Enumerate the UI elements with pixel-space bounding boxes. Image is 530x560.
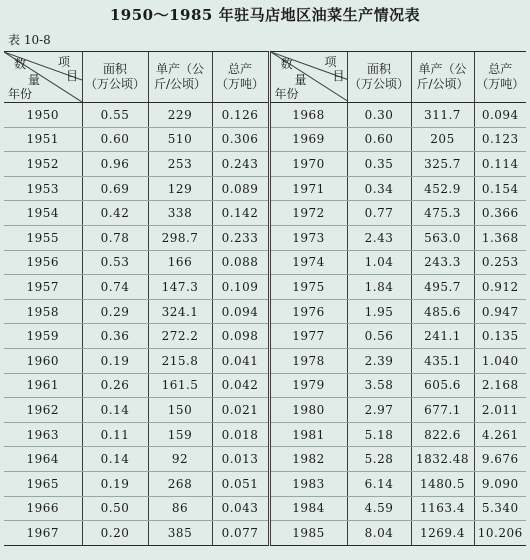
right-yield-cell: 1832.48 [411, 447, 474, 472]
right-total-cell: 1.040 [474, 348, 526, 373]
right-area-cell: 6.14 [347, 471, 411, 496]
right-area-cell: 5.28 [347, 447, 411, 472]
right-year-cell: 1984 [269, 496, 347, 521]
left-total-cell: 0.088 [212, 250, 269, 275]
left-year-cell: 1963 [4, 422, 82, 447]
table-row [4, 496, 526, 521]
header-total-right: 总产 （万吨） [474, 52, 526, 103]
right-year-cell: 1978 [269, 348, 347, 373]
table-row [4, 176, 526, 201]
left-area-cell: 0.19 [82, 471, 148, 496]
table-row [4, 103, 526, 128]
right-yield-cell: 311.7 [411, 103, 474, 128]
left-year-cell: 1967 [4, 521, 82, 546]
table-row [4, 127, 526, 152]
right-total-cell: 0.135 [474, 324, 526, 349]
right-year-cell: 1970 [269, 152, 347, 177]
right-area-cell: 2.43 [347, 225, 411, 250]
right-area-cell: 0.35 [347, 152, 411, 177]
left-year-cell: 1959 [4, 324, 82, 349]
left-year-cell: 1964 [4, 447, 82, 472]
right-year-cell: 1975 [269, 275, 347, 300]
left-area-cell: 0.50 [82, 496, 148, 521]
left-total-cell: 0.126 [212, 103, 269, 128]
left-total-cell: 0.042 [212, 373, 269, 398]
left-area-cell: 0.26 [82, 373, 148, 398]
left-year-cell: 1966 [4, 496, 82, 521]
left-yield-cell: 510 [148, 127, 212, 152]
left-total-cell: 0.109 [212, 275, 269, 300]
left-yield-cell: 159 [148, 422, 212, 447]
left-total-cell: 0.089 [212, 176, 269, 201]
table-number: 表 10-8 [8, 33, 51, 47]
right-yield-cell: 243.3 [411, 250, 474, 275]
right-year-cell: 1976 [269, 299, 347, 324]
left-area-cell: 0.14 [82, 398, 148, 423]
right-area-cell: 1.84 [347, 275, 411, 300]
left-year-cell: 1958 [4, 299, 82, 324]
table-row [4, 373, 526, 398]
right-area-cell: 8.04 [347, 521, 411, 546]
table-row [4, 348, 526, 373]
left-year-cell: 1956 [4, 250, 82, 275]
left-year-cell: 1952 [4, 152, 82, 177]
left-yield-cell: 215.8 [148, 348, 212, 373]
left-year-cell: 1957 [4, 275, 82, 300]
left-area-cell: 0.55 [82, 103, 148, 128]
right-area-cell: 0.60 [347, 127, 411, 152]
table-header-row [4, 52, 526, 103]
left-area-cell: 0.36 [82, 324, 148, 349]
left-total-cell: 0.018 [212, 422, 269, 447]
right-year-cell: 1974 [269, 250, 347, 275]
table-row [4, 521, 526, 546]
left-area-cell: 0.42 [82, 201, 148, 226]
right-year-cell: 1969 [269, 127, 347, 152]
corner-label-mu: 目 [66, 69, 79, 83]
left-year-cell: 1962 [4, 398, 82, 423]
left-yield-cell: 272.2 [148, 324, 212, 349]
right-area-cell: 0.34 [347, 176, 411, 201]
right-yield-cell: 452.9 [411, 176, 474, 201]
left-year-cell: 1960 [4, 348, 82, 373]
left-year-cell: 1955 [4, 225, 82, 250]
left-area-cell: 0.74 [82, 275, 148, 300]
right-yield-cell: 435.1 [411, 348, 474, 373]
left-area-cell: 0.19 [82, 348, 148, 373]
header-area-right: 面积 （万公顷） [347, 52, 411, 103]
corner-label-mu: 目 [332, 69, 345, 83]
table-row [4, 422, 526, 447]
right-total-cell: 0.154 [474, 176, 526, 201]
table-row [4, 447, 526, 472]
right-total-cell: 0.366 [474, 201, 526, 226]
right-yield-cell: 475.3 [411, 201, 474, 226]
left-yield-cell: 385 [148, 521, 212, 546]
left-area-cell: 0.60 [82, 127, 148, 152]
right-yield-cell: 495.7 [411, 275, 474, 300]
left-area-cell: 0.69 [82, 176, 148, 201]
right-total-cell: 4.261 [474, 422, 526, 447]
left-year-cell: 1961 [4, 373, 82, 398]
left-yield-cell: 150 [148, 398, 212, 423]
left-total-cell: 0.077 [212, 521, 269, 546]
right-area-cell: 2.97 [347, 398, 411, 423]
left-yield-cell: 253 [148, 152, 212, 177]
left-total-cell: 0.098 [212, 324, 269, 349]
table-row [4, 152, 526, 177]
right-year-cell: 1980 [269, 398, 347, 423]
right-year-cell: 1977 [269, 324, 347, 349]
corner-label-xiang: 项 [324, 55, 337, 69]
table-title: 1950～1985 年驻马店地区油菜生产情况表 [109, 6, 421, 24]
right-yield-cell: 205 [411, 127, 474, 152]
right-year-cell: 1982 [269, 447, 347, 472]
header-yield-left: 单产（公 斤/公顷） [148, 52, 212, 103]
right-year-cell: 1979 [269, 373, 347, 398]
right-total-cell: 2.011 [474, 398, 526, 423]
right-yield-cell: 1269.4 [411, 521, 474, 546]
right-yield-cell: 563.0 [411, 225, 474, 250]
right-area-cell: 2.39 [347, 348, 411, 373]
left-area-cell: 0.11 [82, 422, 148, 447]
corner-label-liang: 量 [294, 73, 307, 87]
right-area-cell: 0.56 [347, 324, 411, 349]
left-yield-cell: 129 [148, 176, 212, 201]
left-year-cell: 1950 [4, 103, 82, 128]
left-area-cell: 0.29 [82, 299, 148, 324]
corner-label-shu: 数 [280, 57, 293, 71]
left-yield-cell: 86 [148, 496, 212, 521]
left-total-cell: 0.094 [212, 299, 269, 324]
left-yield-cell: 298.7 [148, 225, 212, 250]
left-year-cell: 1954 [4, 201, 82, 226]
right-yield-cell: 1480.5 [411, 471, 474, 496]
right-year-cell: 1983 [269, 471, 347, 496]
left-year-cell: 1953 [4, 176, 82, 201]
left-total-cell: 0.233 [212, 225, 269, 250]
right-yield-cell: 605.6 [411, 373, 474, 398]
header-corner-left [4, 52, 82, 103]
left-yield-cell: 147.3 [148, 275, 212, 300]
left-area-cell: 0.14 [82, 447, 148, 472]
table-row [4, 275, 526, 300]
left-yield-cell: 92 [148, 447, 212, 472]
right-area-cell: 4.59 [347, 496, 411, 521]
table-row [4, 225, 526, 250]
right-area-cell: 5.18 [347, 422, 411, 447]
corner-label-shu: 数 [14, 57, 27, 71]
table-row [4, 471, 526, 496]
left-area-cell: 0.96 [82, 152, 148, 177]
left-area-cell: 0.53 [82, 250, 148, 275]
right-year-cell: 1968 [269, 103, 347, 128]
right-yield-cell: 241.1 [411, 324, 474, 349]
corner-label-year: 年份 [274, 87, 299, 101]
table-row [4, 299, 526, 324]
right-total-cell: 9.090 [474, 471, 526, 496]
right-total-cell: 5.340 [474, 496, 526, 521]
right-total-cell: 0.123 [474, 127, 526, 152]
left-total-cell: 0.306 [212, 127, 269, 152]
table-row [4, 324, 526, 349]
left-area-cell: 0.20 [82, 521, 148, 546]
right-total-cell: 0.114 [474, 152, 526, 177]
left-total-cell: 0.142 [212, 201, 269, 226]
right-yield-cell: 485.6 [411, 299, 474, 324]
right-area-cell: 0.77 [347, 201, 411, 226]
right-year-cell: 1981 [269, 422, 347, 447]
header-yield-right: 单产（公 斤/公顷） [411, 52, 474, 103]
left-total-cell: 0.051 [212, 471, 269, 496]
corner-label-xiang: 项 [58, 55, 71, 69]
right-year-cell: 1971 [269, 176, 347, 201]
right-area-cell: 0.30 [347, 103, 411, 128]
right-total-cell: 0.912 [474, 275, 526, 300]
corner-label-liang: 量 [28, 73, 41, 87]
table-row [4, 398, 526, 423]
left-yield-cell: 324.1 [148, 299, 212, 324]
right-yield-cell: 1163.4 [411, 496, 474, 521]
table-body [4, 103, 526, 546]
left-total-cell: 0.013 [212, 447, 269, 472]
right-year-cell: 1973 [269, 225, 347, 250]
corner-label-year: 年份 [8, 87, 33, 101]
right-total-cell: 9.676 [474, 447, 526, 472]
right-total-cell: 0.094 [474, 103, 526, 128]
right-year-cell: 1985 [269, 521, 347, 546]
right-total-cell: 2.168 [474, 373, 526, 398]
left-year-cell: 1951 [4, 127, 82, 152]
right-total-cell: 0.947 [474, 299, 526, 324]
left-area-cell: 0.78 [82, 225, 148, 250]
left-yield-cell: 161.5 [148, 373, 212, 398]
right-yield-cell: 822.6 [411, 422, 474, 447]
right-yield-cell: 677.1 [411, 398, 474, 423]
left-yield-cell: 268 [148, 471, 212, 496]
left-year-cell: 1965 [4, 471, 82, 496]
right-total-cell: 1.368 [474, 225, 526, 250]
left-total-cell: 0.021 [212, 398, 269, 423]
table-row [4, 250, 526, 275]
right-area-cell: 3.58 [347, 373, 411, 398]
header-corner-right [269, 52, 347, 103]
header-total-left: 总产 （万吨） [212, 52, 269, 103]
right-area-cell: 1.04 [347, 250, 411, 275]
right-area-cell: 1.95 [347, 299, 411, 324]
table-row [4, 201, 526, 226]
right-total-cell: 10.206 [474, 521, 526, 546]
left-yield-cell: 229 [148, 103, 212, 128]
header-area-left: 面积 （万公顷） [82, 52, 148, 103]
left-total-cell: 0.243 [212, 152, 269, 177]
left-yield-cell: 166 [148, 250, 212, 275]
left-total-cell: 0.041 [212, 348, 269, 373]
right-total-cell: 0.253 [474, 250, 526, 275]
right-yield-cell: 325.7 [411, 152, 474, 177]
left-yield-cell: 338 [148, 201, 212, 226]
left-total-cell: 0.043 [212, 496, 269, 521]
rapeseed-production-table [4, 51, 526, 546]
right-year-cell: 1972 [269, 201, 347, 226]
